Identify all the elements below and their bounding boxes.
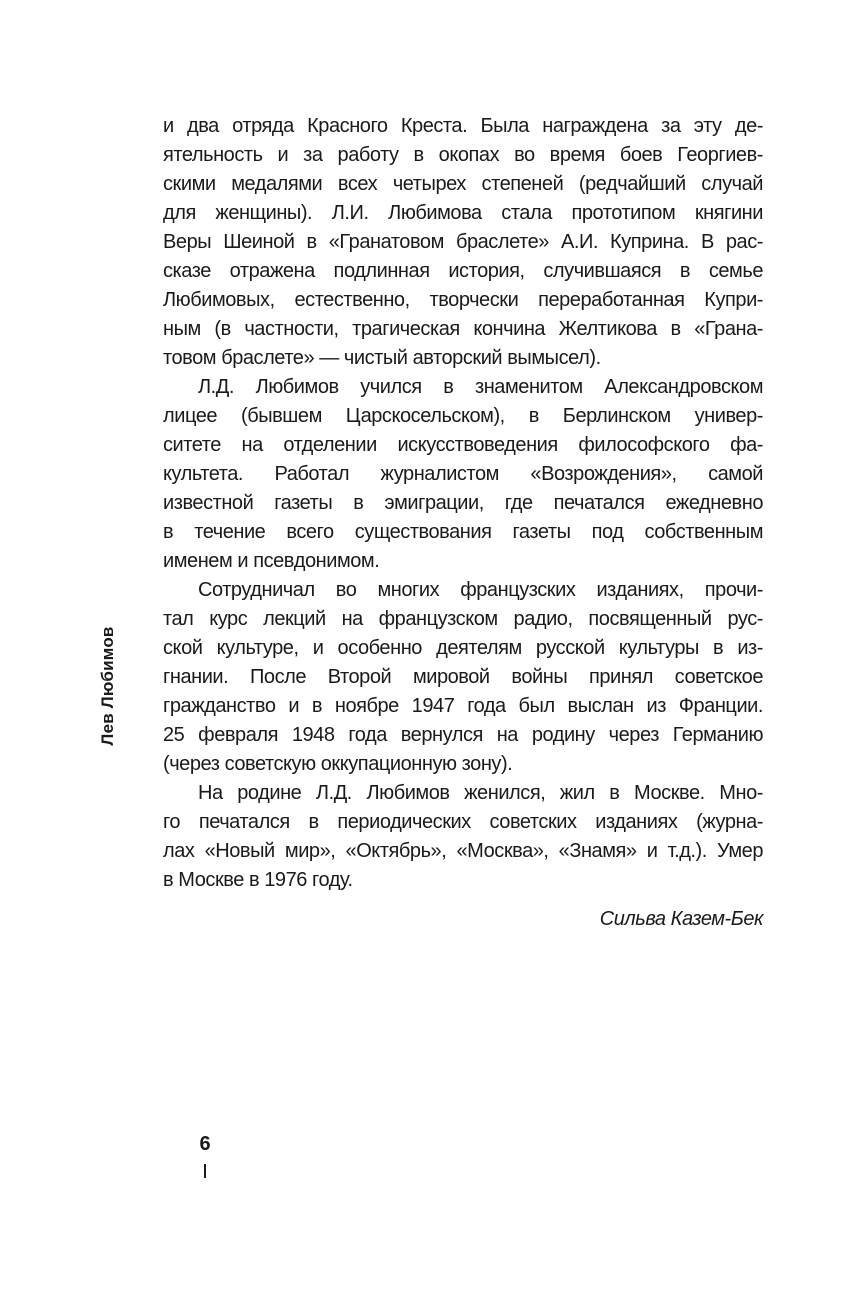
text-line: Сотрудничал во многих французских изданиях, прочи- [198, 579, 763, 601]
folio-divider [204, 1164, 206, 1178]
text-line: ситете на отделении искусствоведения философского фа- [163, 434, 763, 456]
text-line: ятельность и за работу в окопах во время боев Георгиев- [163, 144, 763, 166]
text-line: товом браслете» — чистый авторский вымысел). [163, 347, 601, 369]
text-line: Л.Д. Любимов учился в знаменитом Александровском [198, 376, 763, 398]
running-head: Лев Любимов [98, 626, 117, 746]
author-signature: Сильва Казем-Бек [599, 908, 763, 930]
text-line: 25 февраля 1948 года вернулся на родину через Германию [163, 724, 763, 746]
text-line: Любимовых, естественно, творчески переработанная Купри- [163, 289, 763, 311]
text-line: для женщины). Л.И. Любимова стала прототипом княгини [163, 202, 763, 224]
paragraph-4 [163, 779, 763, 895]
paragraph-1 [163, 112, 763, 373]
text-line: скими медалями всех четырех степеней (редчайший случай [163, 173, 763, 195]
text-line: гнании. После Второй мировой войны принял советское [163, 666, 763, 688]
text-line: тал курс лекций на французском радио, посвященный рус- [163, 608, 763, 630]
text-line: ным (в частности, трагическая кончина Желтикова в «Грана- [163, 318, 763, 340]
text-line: го печатался в периодических советских изданиях (журна- [163, 811, 763, 833]
text-line: лах «Новый мир», «Октябрь», «Москва», «Знамя» и т.д.). Умер [163, 840, 763, 862]
text-line: гражданство и в ноябре 1947 года был выслан из Франции. [163, 695, 763, 717]
text-line: известной газеты в эмиграции, где печатался ежедневно [163, 492, 763, 514]
text-line: сказе отражена подлинная история, случившаяся в семье [163, 260, 763, 282]
text-line: и два отряда Красного Креста. Была награждена за эту де- [163, 115, 763, 137]
text-line: ской культуре, и особенно деятелям русской культуры в из- [163, 637, 763, 659]
text-line: лицее (бывшем Царскосельском), в Берлинском универ- [163, 405, 763, 427]
text-line: в течение всего существования газеты под собственным [163, 521, 763, 543]
text-line: На родине Л.Д. Любимов женился, жил в Москве. Мно- [198, 782, 763, 804]
text-line: именем и псевдонимом. [163, 550, 380, 572]
paragraph-2 [163, 373, 763, 576]
main-text [163, 112, 763, 934]
text-line: в Москве в 1976 году. [163, 869, 353, 891]
text-line: Веры Шеиной в «Гранатовом браслете» А.И. Куприна. В рас- [163, 231, 763, 253]
page-number: 6 [199, 1133, 211, 1155]
text-line: культета. Работал журналистом «Возрождения», самой [163, 463, 763, 485]
paragraph-3 [163, 576, 763, 779]
text-line: (через советскую оккупационную зону). [163, 753, 513, 775]
